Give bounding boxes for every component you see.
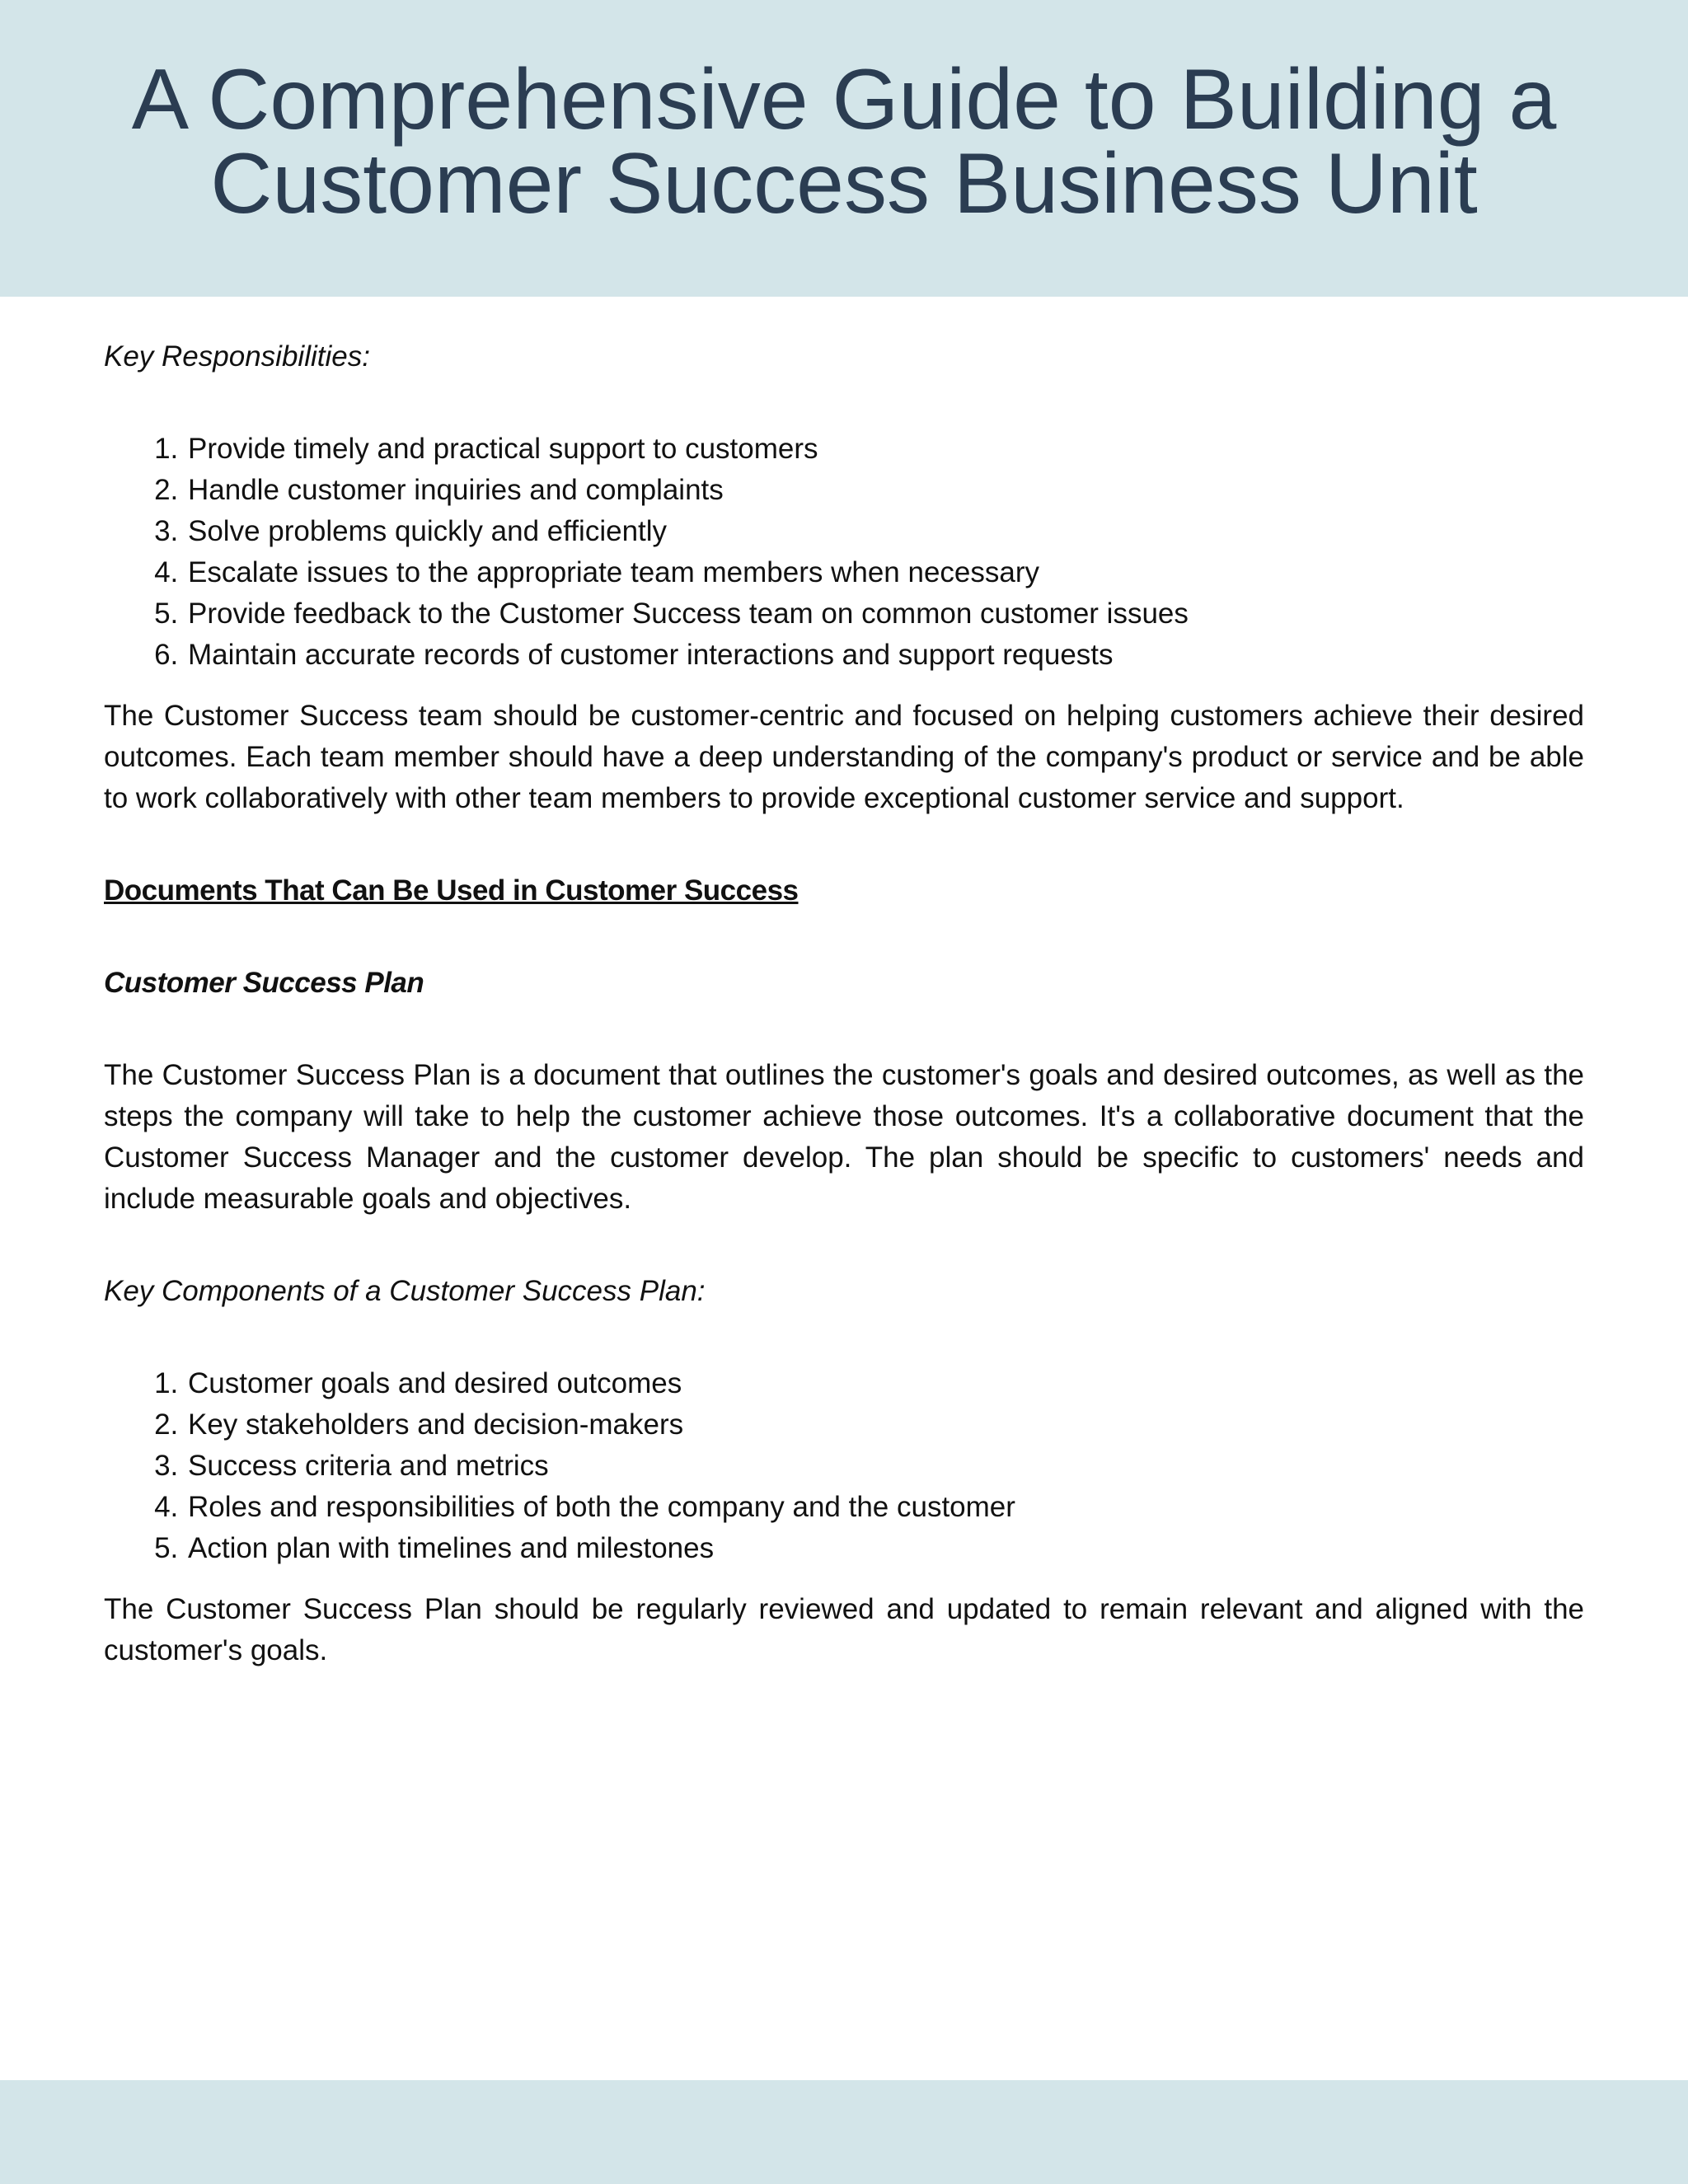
list-item: 4. Escalate issues to the appropriate team members when necessary [186, 552, 1584, 593]
key-responsibilities-heading: Key Responsibilities: [104, 340, 370, 373]
documents-section-heading: Documents That Can Be Used in Customer Success [104, 874, 799, 907]
team-summary-paragraph: The Customer Success team should be customer-centric and focused on helping customers achieve their desired outcomes. Each team member should have a deep understanding of the company's product or service and be able to work collaboratively with other team members to provide exceptional customer service and support. [104, 700, 1584, 814]
list-item: 2. Key stakeholders and decision-makers [186, 1404, 1584, 1446]
header-band [0, 0, 1688, 297]
list-item: 5. Action plan with timelines and milestones [186, 1528, 1584, 1569]
list-item: 3. Solve problems quickly and efficiently [186, 511, 1584, 552]
list-item: 6. Maintain accurate records of customer interactions and support requests [186, 635, 1584, 676]
list-item: 2. Handle customer inquiries and complaints [186, 470, 1584, 511]
components-heading: Key Components of a Customer Success Plan: [104, 1275, 706, 1307]
list-item: 3. Success criteria and metrics [186, 1446, 1584, 1487]
list-item: 1. Provide timely and practical support to customers [186, 429, 1584, 470]
success-plan-heading: Customer Success Plan [104, 967, 424, 999]
list-item: 5. Provide feedback to the Customer Success team on common customer issues [186, 593, 1584, 635]
list-item: 1. Customer goals and desired outcomes [186, 1363, 1584, 1404]
success-plan-description: The Customer Success Plan is a document that outlines the customer's goals and desired outcomes, as well as the steps the company will take to help the customer achieve those outcomes. It's a collaborative document that the Customer Success Manager and the customer develop. The plan should be specific to customers' needs and include measurable goals and objectives. [104, 1059, 1584, 1215]
list-item: 4. Roles and responsibilities of both the company and the customer [186, 1487, 1584, 1528]
footer-band [0, 2080, 1688, 2184]
components-list [104, 1363, 1584, 1569]
document-body [104, 336, 1584, 1671]
success-plan-closing: The Customer Success Plan should be regularly reviewed and updated to remain relevant and aligned with the customer's goals. [104, 1593, 1584, 1666]
page-title: A Comprehensive Guide to Building a Customer Success Business Unit [131, 52, 1557, 232]
responsibilities-list [104, 429, 1584, 676]
